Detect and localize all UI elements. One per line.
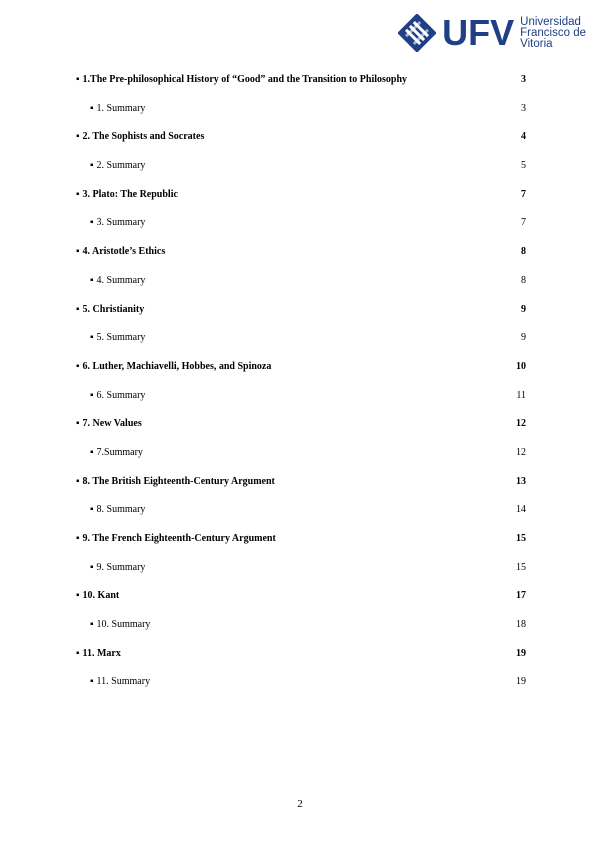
toc-summary-entry[interactable]	[76, 275, 526, 304]
toc-summary-entry[interactable]	[76, 562, 526, 591]
toc-page-number: 14	[516, 504, 526, 516]
toc-page-number: 4	[521, 131, 526, 143]
bullet-icon: ▪	[76, 74, 80, 85]
toc-page-number: 3	[521, 74, 526, 85]
bullet-icon: ▪	[76, 246, 80, 258]
toc-page-number: 15	[516, 561, 526, 573]
bullet-icon: ▪	[76, 475, 80, 487]
toc-chapter-entry[interactable]	[76, 361, 526, 390]
toc-summary-entry[interactable]	[76, 504, 526, 533]
toc-entry-title: 11. Marx	[82, 647, 121, 659]
toc-chapter-entry[interactable]	[76, 533, 526, 562]
toc-page-number: 17	[516, 590, 526, 602]
toc-entry-title: 8. Summary	[96, 504, 146, 516]
toc-entry-title: 2. The Sophists and Socrates	[82, 131, 205, 143]
bullet-icon: ▪	[76, 590, 80, 602]
bullet-icon: ▪	[90, 217, 94, 229]
toc-entry-title: 4. Aristotle’s Ethics	[82, 246, 166, 258]
bullet-icon: ▪	[76, 360, 80, 372]
bullet-icon: ▪	[90, 676, 94, 688]
toc-chapter-entry[interactable]	[76, 648, 526, 677]
toc-chapter-entry[interactable]	[76, 131, 526, 160]
bullet-icon: ▪	[90, 504, 94, 516]
bullet-icon: ▪	[76, 533, 80, 544]
toc-summary-entry[interactable]	[76, 160, 526, 189]
logo-university-name	[520, 17, 586, 50]
bullet-icon: ▪	[90, 160, 94, 172]
toc-page-number: 19	[516, 647, 526, 659]
toc-summary-entry[interactable]	[76, 619, 526, 648]
toc-entry-title: 5. Summary	[96, 332, 146, 344]
toc-page-number: 5	[521, 160, 526, 172]
toc-chapter-entry[interactable]	[76, 189, 526, 218]
toc-summary-entry[interactable]	[76, 447, 526, 476]
ufv-emblem-icon	[398, 14, 436, 52]
toc-entry-title: 7.Summary	[96, 446, 143, 458]
toc-chapter-entry[interactable]	[76, 476, 526, 505]
toc-page-number: 8	[521, 246, 526, 258]
bullet-icon: ▪	[76, 303, 80, 315]
logo-line-2: Francisco de	[520, 26, 586, 39]
toc-chapter-entry[interactable]	[76, 74, 526, 103]
logo-line-1: Universidad	[520, 15, 581, 28]
bullet-icon: ▪	[90, 446, 94, 458]
toc-page-number: 12	[516, 418, 526, 430]
toc-summary-entry[interactable]	[76, 332, 526, 361]
toc-page-number: 9	[521, 303, 526, 315]
logo-acronym: UFV	[442, 12, 515, 53]
toc-entry-title: 11. Summary	[96, 676, 151, 688]
toc-entry-title: 9. The French Eighteenth-Century Argument	[82, 533, 276, 544]
toc-summary-entry[interactable]	[76, 103, 526, 132]
toc-chapter-entry[interactable]	[76, 418, 526, 447]
toc-entry-title: 3. Plato: The Republic	[82, 188, 178, 200]
toc-summary-entry[interactable]	[76, 390, 526, 419]
bullet-icon: ▪	[90, 102, 94, 114]
toc-page-number: 3	[521, 102, 526, 114]
toc-page-number: 11	[516, 389, 526, 401]
toc-page-number: 8	[521, 274, 526, 286]
toc-page-number: 7	[521, 188, 526, 200]
ufv-logo	[398, 14, 586, 52]
page-number: 2	[297, 798, 303, 810]
toc-chapter-entry[interactable]	[76, 590, 526, 619]
toc-page-number: 15	[516, 533, 526, 544]
bullet-icon: ▪	[76, 188, 80, 200]
bullet-icon: ▪	[90, 332, 94, 344]
toc-entry-title: 1. Summary	[96, 102, 146, 114]
toc-page-number: 10	[516, 360, 526, 372]
bullet-icon: ▪	[90, 389, 94, 401]
toc-chapter-entry[interactable]	[76, 246, 526, 275]
toc-entry-title: 10. Summary	[96, 619, 151, 631]
toc-chapter-entry[interactable]	[76, 304, 526, 333]
bullet-icon: ▪	[90, 619, 94, 631]
toc-entry-title: 7. New Values	[82, 418, 142, 430]
toc-summary-entry[interactable]	[76, 217, 526, 246]
toc-page-number: 9	[521, 332, 526, 344]
toc-page-number: 13	[516, 475, 526, 487]
toc-entry-title: 2. Summary	[96, 160, 146, 172]
bullet-icon: ▪	[76, 418, 80, 430]
bullet-icon: ▪	[76, 647, 80, 659]
table-of-contents	[76, 74, 526, 705]
toc-summary-entry[interactable]	[76, 676, 526, 705]
toc-entry-title: 5. Christianity	[82, 303, 145, 315]
toc-entry-title: 8. The British Eighteenth-Century Argument	[82, 475, 275, 487]
toc-entry-title: 1.The Pre-philosophical History of “Good” and the Transition to Philosophy	[82, 74, 408, 85]
bullet-icon: ▪	[90, 561, 94, 573]
toc-entry-title: 10. Kant	[82, 590, 120, 602]
toc-entry-title: 4. Summary	[96, 274, 146, 286]
toc-entry-title: 3. Summary	[96, 217, 146, 229]
bullet-icon: ▪	[76, 131, 80, 143]
toc-entry-title: 6. Luther, Machiavelli, Hobbes, and Spinoza	[82, 360, 272, 372]
toc-entry-title: 9. Summary	[96, 561, 146, 573]
bullet-icon: ▪	[90, 274, 94, 286]
toc-page-number: 7	[521, 217, 526, 229]
toc-page-number: 18	[516, 619, 526, 631]
toc-entry-title: 6. Summary	[96, 389, 146, 401]
logo-line-3: Vitoria	[520, 37, 553, 50]
toc-page-number: 12	[516, 446, 526, 458]
toc-page-number: 19	[516, 676, 526, 688]
